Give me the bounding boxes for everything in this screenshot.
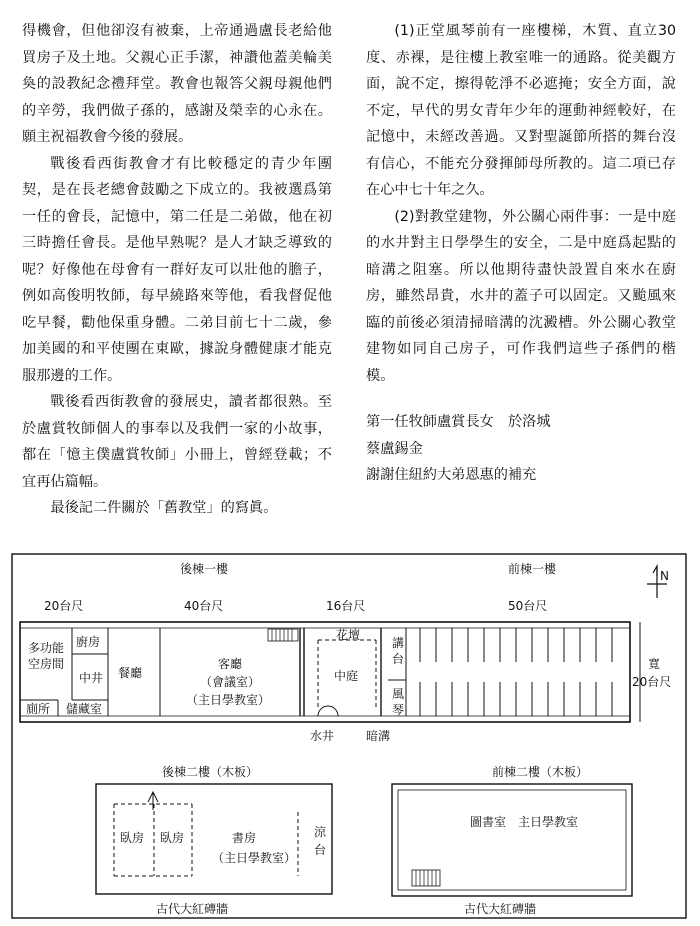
- paragraph: 得機會，但他卻沒有被棄，上帝通過盧長老給他買房子及土地。父親心正手潔，神讚他蓋美輪美奐的設教紀念禮拜堂。教會也報答父親母親他們的辛勞，我們做子孫的，感謝及榮幸的心永在。願主祝福教會今後的發展。: [22, 23, 332, 145]
- flowerbed-label: 花壇: [336, 628, 361, 642]
- staircase-icon: [412, 870, 440, 886]
- back-second-floor-label: 後棟二樓（木板）: [162, 765, 259, 779]
- brick-wall-label-1: 古代大紅磚牆: [156, 902, 229, 916]
- paragraph: (1)正堂風琴前有一座樓梯，木質、直立30度、赤裸，是往樓上教室唯一的通路。從美觀方面，說不定，擦得乾淨不必遮掩；安全方面，說不定，早代的男女青年少年的運動神經較好，在記憶中，未經改善過。又對聖誕節所搭的舞台沒有信心，不能充分發揮師母所教的。這二項已存在心中七十年之久。: [366, 23, 676, 198]
- paragraph: 最後記二件關於「舊教堂」的寫眞。: [50, 500, 278, 516]
- room-living-2: （會議室）: [200, 675, 261, 689]
- right-column: [366, 18, 676, 489]
- ditch-label: 暗溝: [366, 729, 391, 743]
- room-storage: 儲藏室: [66, 702, 103, 716]
- dim-40: 40台尺: [184, 599, 224, 613]
- study-2: （主日學教室）: [212, 851, 297, 865]
- width-label: 寬: [648, 657, 661, 671]
- room-restroom: 廁所: [26, 702, 51, 716]
- library-label: 圖書室 主日學教室: [470, 815, 579, 829]
- courtyard-label: 中庭: [334, 669, 359, 683]
- room-kitchen: 廚房: [76, 635, 101, 649]
- front-first-floor-label: 前棟一樓: [508, 562, 557, 576]
- staircase-icon: [268, 629, 298, 641]
- pulpit-char-2: 台: [392, 652, 405, 666]
- signature-block: [366, 409, 676, 489]
- width-value: 20台尺: [632, 675, 672, 689]
- paragraph: (2)對教堂建物，外公關心兩件事：一是中庭的水井對主日學學生的安全，二是中庭爲起點的暗溝之阻塞。所以他期待盡快設置自來水在廚房，雖然昂貴，水井的蓋子可以固定。又颱風來臨的前後必須清掃暗溝的沈澱槽。外公關心教堂建物如同自己房子，可作我們這些子孫們的楷模。: [366, 208, 676, 384]
- paragraph: 戰後看西街教會才有比較穩定的青少年團契，是在長老總會鼓勵之下成立的。我被選爲第一任的會長，記憶中，第二任是二弟做，他在初三時擔任會長。是他早熟呢？是人才缺乏導致的呢？好像他在母會有一群好友可以壯他的膽子，例如高俊明牧師，每早繞路來等他，看我督促他吃早餐，勸他保重身體。二弟目前七十二歲，參加美國的和平使團在東歐，據說身體健康才能克服那邊的工作。: [22, 155, 332, 384]
- signature-line: 謝謝住紐約大弟恩惠的補充: [366, 467, 537, 483]
- pews: [420, 628, 612, 716]
- balcony-char-1: 涼: [314, 825, 327, 839]
- study-1: 書房: [232, 831, 257, 845]
- dim-20: 20台尺: [44, 599, 84, 613]
- bedroom-2: 臥房: [160, 831, 185, 845]
- well-icon: [318, 706, 338, 716]
- organ-char-2: 琴: [392, 703, 405, 717]
- well-label: 水井: [310, 729, 335, 743]
- room-multi-2: 空房間: [28, 657, 65, 671]
- signature-line: 蔡盧錫金: [366, 440, 423, 457]
- front-second-floor-label: 前棟二樓（木板）: [492, 765, 589, 779]
- north-label: N: [660, 569, 669, 583]
- pulpit-char-1: 講: [392, 636, 405, 650]
- first-floor-outline: [20, 622, 630, 722]
- organ-char-1: 風: [392, 687, 405, 701]
- brick-wall-label-2: 古代大紅磚牆: [464, 902, 537, 916]
- dim-50: 50台尺: [508, 599, 548, 613]
- signature-line: 第一任牧師盧賞長女 於洛城: [366, 414, 551, 430]
- room-inner-well: 中井: [79, 671, 104, 685]
- back-first-floor-label: 後棟一樓: [180, 562, 229, 576]
- bedroom-1: 臥房: [120, 831, 145, 845]
- room-multi-1: 多功能: [28, 641, 65, 655]
- dim-16: 16台尺: [326, 599, 366, 613]
- room-living-3: （主日學教室）: [186, 693, 271, 707]
- room-living-1: 客廳: [218, 657, 243, 671]
- paragraph: 戰後看西街教會的發展史，讀者都很熟。至於盧賞牧師個人的事奉以及我們一家的小故事，都在「憶主僕盧賞牧師」小冊上，曾經登載；不宜再佔篇幅。: [22, 394, 332, 490]
- left-column: [22, 18, 332, 522]
- balcony-char-2: 台: [314, 843, 327, 857]
- room-dining: 餐廳: [118, 666, 143, 680]
- church-floor-plan: [0, 540, 700, 926]
